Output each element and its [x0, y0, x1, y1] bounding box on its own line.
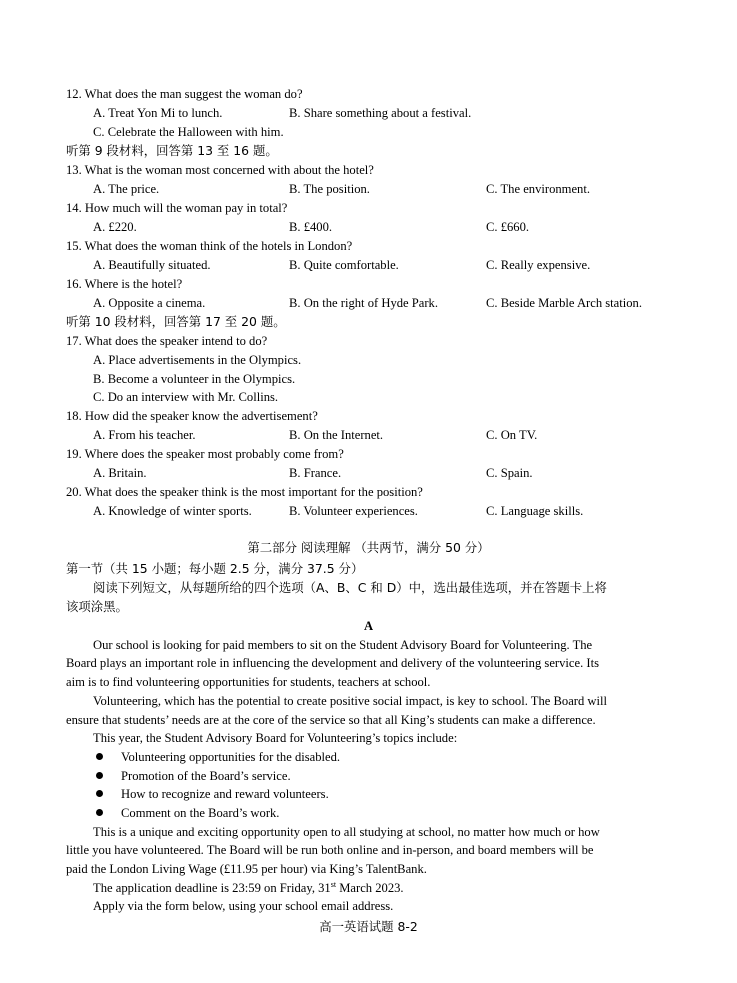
deadline-month-year: March 2023.	[336, 881, 404, 895]
deadline-text: The application deadline is 23:59 on Friday, 31	[93, 881, 331, 895]
question-17-option-c: C. Do an interview with Mr. Collins.	[93, 390, 279, 404]
question-12-option-a: A. Treat Yon Mi to lunch.	[93, 106, 223, 120]
question-13-stem: 13. What is the woman most concerned with about the hotel?	[66, 163, 374, 177]
passage-a-p1-line-2: Board plays an important role in influencing the development and delivery of the volunteering service. Its	[66, 656, 599, 670]
passage-a-p1-line-1: Our school is looking for paid members to sit on the Student Advisory Board for Volunteering. The	[93, 638, 593, 652]
question-20-option-c: C. Language skills.	[486, 504, 584, 518]
question-14-stem: 14. How much will the woman pay in total?	[66, 201, 288, 215]
question-20-stem: 20. What does the speaker think is the most important for the position?	[66, 485, 423, 499]
passage-9-note: 听第 9 段材料，回答第 13 至 16 题。	[66, 143, 278, 158]
question-17-stem: 17. What does the speaker intend to do?	[66, 334, 268, 348]
question-14-option-c: C. £660.	[486, 220, 530, 234]
passage-a-p2-line-2: ensure that students’ needs are at the core of the service so that all King’s students can make a difference.	[66, 713, 596, 727]
question-17-option-b: B. Become a volunteer in the Olympics.	[93, 372, 296, 386]
apply-instruction: Apply via the form below, using your school email address.	[93, 899, 394, 913]
question-15-option-b: B. Quite comfortable.	[289, 258, 399, 272]
question-12-option-c: C. Celebrate the Halloween with him.	[93, 125, 284, 139]
passage-a-p1-line-3: aim is to find volunteering opportunities for students, teachers at school.	[66, 675, 431, 689]
question-16-option-a: A. Opposite a cinema.	[93, 296, 206, 310]
section-1-heading: 第一节（共 15 小题；每小题 2.5 分，满分 37.5 分）	[66, 561, 364, 576]
topic-item-2: Promotion of the Board’s service.	[121, 769, 291, 783]
question-18-option-a: A. From his teacher.	[93, 428, 196, 442]
bullet-icon	[96, 753, 103, 760]
passage-a-title: A	[363, 619, 374, 633]
question-13-option-a: A. The price.	[93, 182, 160, 196]
question-16-option-b: B. On the right of Hyde Park.	[289, 296, 439, 310]
passage-a-p4-line-1: This is a unique and exciting opportunity open to all studying at school, no matter how much or how	[93, 825, 600, 839]
question-13-option-b: B. The position.	[289, 182, 370, 196]
question-17-option-a: A. Place advertisements in the Olympics.	[93, 353, 302, 367]
question-19-option-a: A. Britain.	[93, 466, 147, 480]
question-14-option-b: B. £400.	[289, 220, 333, 234]
question-18-option-b: B. On the Internet.	[289, 428, 384, 442]
application-deadline	[93, 880, 404, 896]
question-15-option-a: A. Beautifully situated.	[93, 258, 211, 272]
deadline-ordinal-suffix: st	[330, 879, 337, 889]
passage-10-note: 听第 10 段材料，回答第 17 至 20 题。	[66, 314, 286, 329]
question-19-option-c: C. Spain.	[486, 466, 533, 480]
bullet-icon	[96, 772, 103, 779]
question-20-option-b: B. Volunteer experiences.	[289, 504, 418, 518]
question-20-option-a: A. Knowledge of winter sports.	[93, 504, 252, 518]
bullet-icon	[96, 790, 103, 797]
reading-instruction-line-1: 阅读下列短文，从每题所给的四个选项（A、B、C 和 D）中，选出最佳选项，并在答题卡上将	[93, 580, 607, 595]
question-12-stem: 12. What does the man suggest the woman do?	[66, 87, 303, 101]
passage-a-p4-line-3: paid the London Living Wage (£11.95 per hour) via King’s TalentBank.	[66, 862, 427, 876]
topic-item-4: Comment on the Board’s work.	[121, 806, 280, 820]
bullet-icon	[96, 809, 103, 816]
question-18-option-c: C. On TV.	[486, 428, 538, 442]
passage-a-p4-line-2: little you have volunteered. The Board will be run both online and in-person, and board members will be	[66, 843, 594, 857]
topic-item-3: How to recognize and reward volunteers.	[121, 787, 329, 801]
question-13-option-c: C. The environment.	[486, 182, 590, 196]
page-footer: 高一英语试题 8-2	[319, 919, 418, 934]
question-12-option-b: B. Share something about a festival.	[289, 106, 472, 120]
question-19-option-b: B. France.	[289, 466, 342, 480]
question-16-stem: 16. Where is the hotel?	[66, 277, 183, 291]
passage-a-p2-line-1: Volunteering, which has the potential to create positive social impact, is key to school. The Board will	[93, 694, 608, 708]
reading-instruction-line-2: 该项涂黑。	[66, 599, 128, 614]
topic-item-1: Volunteering opportunities for the disabled.	[121, 750, 341, 764]
question-14-option-a: A. £220.	[93, 220, 137, 234]
question-15-option-c: C. Really expensive.	[486, 258, 591, 272]
question-18-stem: 18. How did the speaker know the advertisement?	[66, 409, 318, 423]
question-19-stem: 19. Where does the speaker most probably come from?	[66, 447, 344, 461]
question-15-stem: 15. What does the woman think of the hotels in London?	[66, 239, 353, 253]
passage-a-p3: This year, the Student Advisory Board for Volunteering’s topics include:	[93, 731, 458, 745]
part-2-heading: 第二部分 阅读理解 （共两节，满分 50 分）	[247, 540, 490, 555]
question-16-option-c: C. Beside Marble Arch station.	[486, 296, 642, 310]
